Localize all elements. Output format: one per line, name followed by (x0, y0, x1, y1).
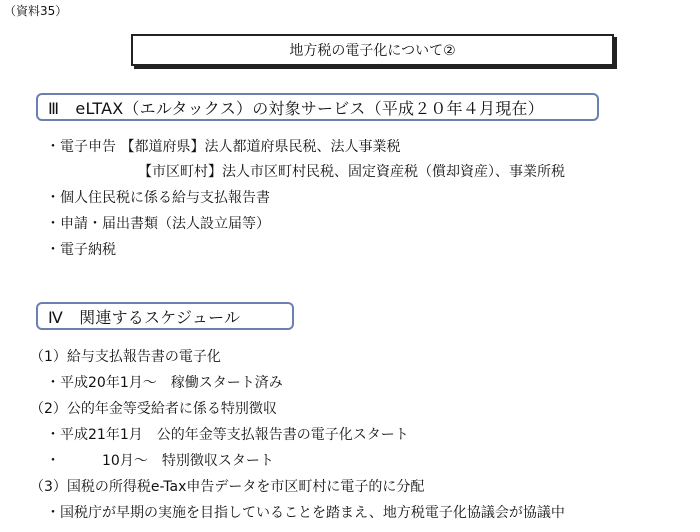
schedule-item-detail: ・ 10月～ 特別徴収スタート (46, 453, 274, 469)
section4-heading: Ⅳ 関連するスケジュール (48, 307, 241, 327)
section3-line: ・電子納税 (46, 242, 116, 258)
section3-line: 【市区町村】法人市区町村民税、固定資産税（償却資産）、事業所税 (138, 164, 565, 180)
schedule-item-heading: （3）国税の所得税e-Tax申告データを市区町村に電子的に分配 (30, 479, 425, 495)
schedule-item-detail: ・国税庁が早期の実施を目指していることを踏まえ、地方税電子化協議会が協議中 (46, 505, 565, 521)
schedule-item-heading: （1）給与支払報告書の電子化 (30, 349, 221, 365)
schedule-item-detail: ・平成20年1月～ 稼働スタート済み (46, 375, 283, 391)
section3-line: ・電子申告 【都道府県】法人都道府県民税、法人事業税 (46, 139, 401, 155)
section3-line: ・個人住民税に係る給与支払報告書 (46, 190, 270, 206)
reference-label: （資料35） (4, 4, 68, 18)
page-title: 地方税の電子化について② (289, 43, 456, 59)
schedule-item-detail: ・平成21年1月 公的年金等支払報告書の電子化スタート (46, 427, 409, 443)
section3-line: ・申請・届出書類（法人設立届等） (46, 216, 270, 232)
section4-heading-box (36, 302, 294, 330)
section3-heading: Ⅲ eLTAX（エルタックス）の対象サービス（平成２０年４月現在） (48, 98, 544, 118)
section3-heading-box (36, 93, 599, 121)
schedule-item-heading: （2）公的年金等受給者に係る特別徴収 (30, 401, 277, 417)
page-title-box (131, 34, 614, 66)
